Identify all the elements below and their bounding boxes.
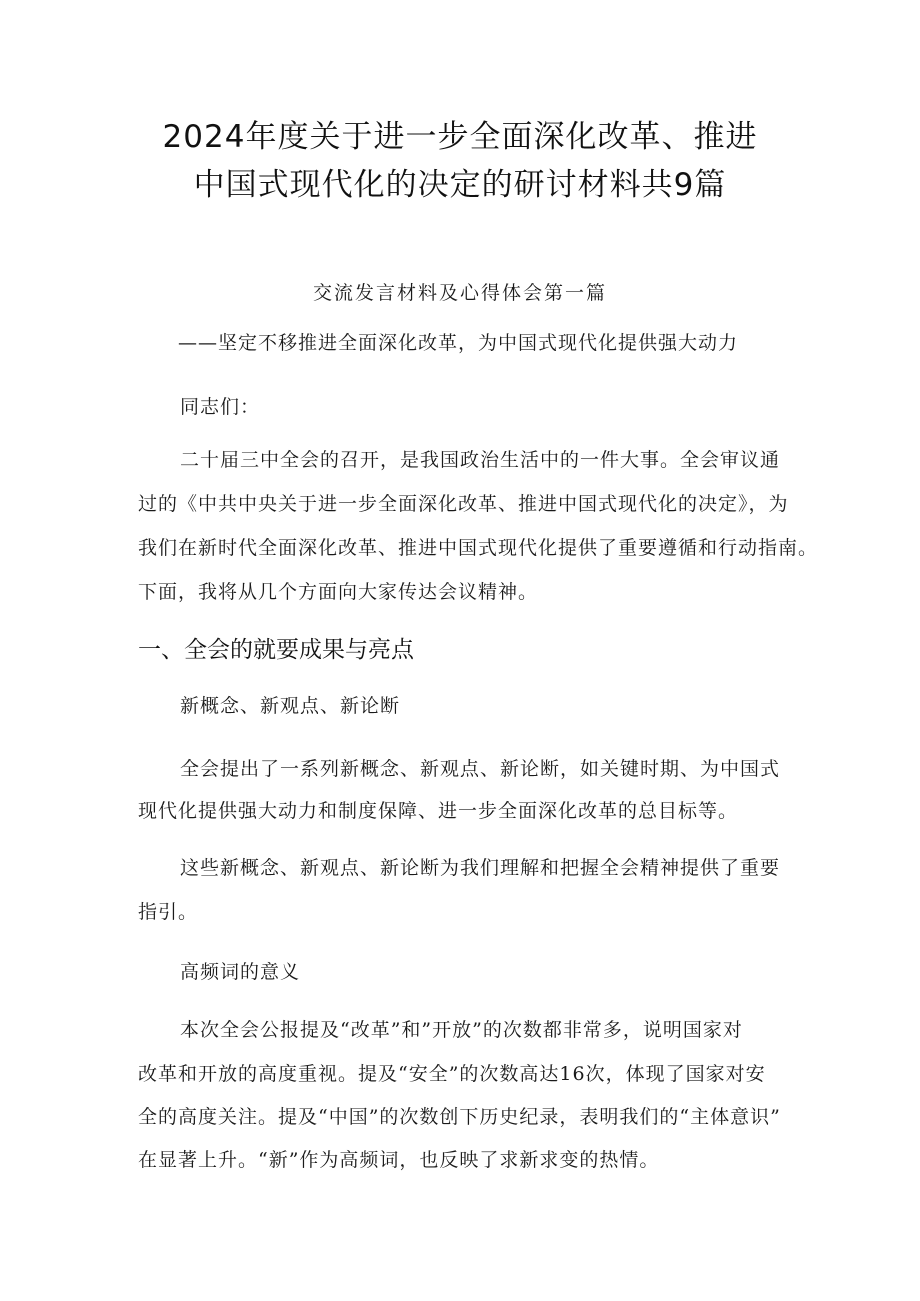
paragraph-3-line: 全的高度关注。提及“中国”的次数创下历史纪录，表明我们的“主体意识” <box>138 1106 781 1128</box>
intro-line: 我们在新时代全面深化改革、推进中国式现代化提供了重要遵循和行动指南。 <box>138 537 819 559</box>
sub-heading-2: 高频词的意义 <box>180 961 301 983</box>
section-title: 交流发言材料及心得体会第一篇 <box>312 282 607 304</box>
intro-line: 二十届三中全会的召开，是我国政治生活中的一件大事。全会审议通 <box>180 449 781 471</box>
document-title-line-1: 2024年度关于进一步全面深化改革、推进 <box>162 119 758 155</box>
paragraph-3-line: 在显著上升。“新”作为高频词，也反映了求新求变的热情。 <box>138 1149 660 1171</box>
section-subtitle: ——坚定不移推进全面深化改革，为中国式现代化提供强大动力 <box>178 332 739 354</box>
paragraph-2-line: 这些新概念、新观点、新论断为我们理解和把握全会精神提供了重要 <box>180 857 781 879</box>
paragraph-1-line: 现代化提供强大动力和制度保障、进一步全面深化改革的总目标等。 <box>138 800 739 822</box>
intro-line: 下面，我将从几个方面向大家传达会议精神。 <box>138 581 539 603</box>
document-title-line-2: 中国式现代化的决定的研讨材料共9篇 <box>193 167 727 203</box>
intro-line: 过的《中共中央关于进一步全面深化改革、推进中国式现代化的决定》，为 <box>138 493 789 515</box>
paragraph-1-line: 全会提出了一系列新概念、新观点、新论断，如关键时期、为中国式 <box>180 758 781 780</box>
sub-heading-1: 新概念、新观点、新论断 <box>180 695 401 717</box>
paragraph-3-line: 改革和开放的高度重视。提及“安全”的次数高达16次，体现了国家对安 <box>138 1063 766 1085</box>
salutation: 同志们： <box>180 396 261 418</box>
paragraph-3-line: 本次全会公报提及“改革”和”开放”的次数都非常多，说明国家对 <box>180 1019 743 1041</box>
section-heading-1: 一、全会的就要成果与亮点 <box>138 637 414 663</box>
paragraph-2-line: 指引。 <box>138 901 199 923</box>
